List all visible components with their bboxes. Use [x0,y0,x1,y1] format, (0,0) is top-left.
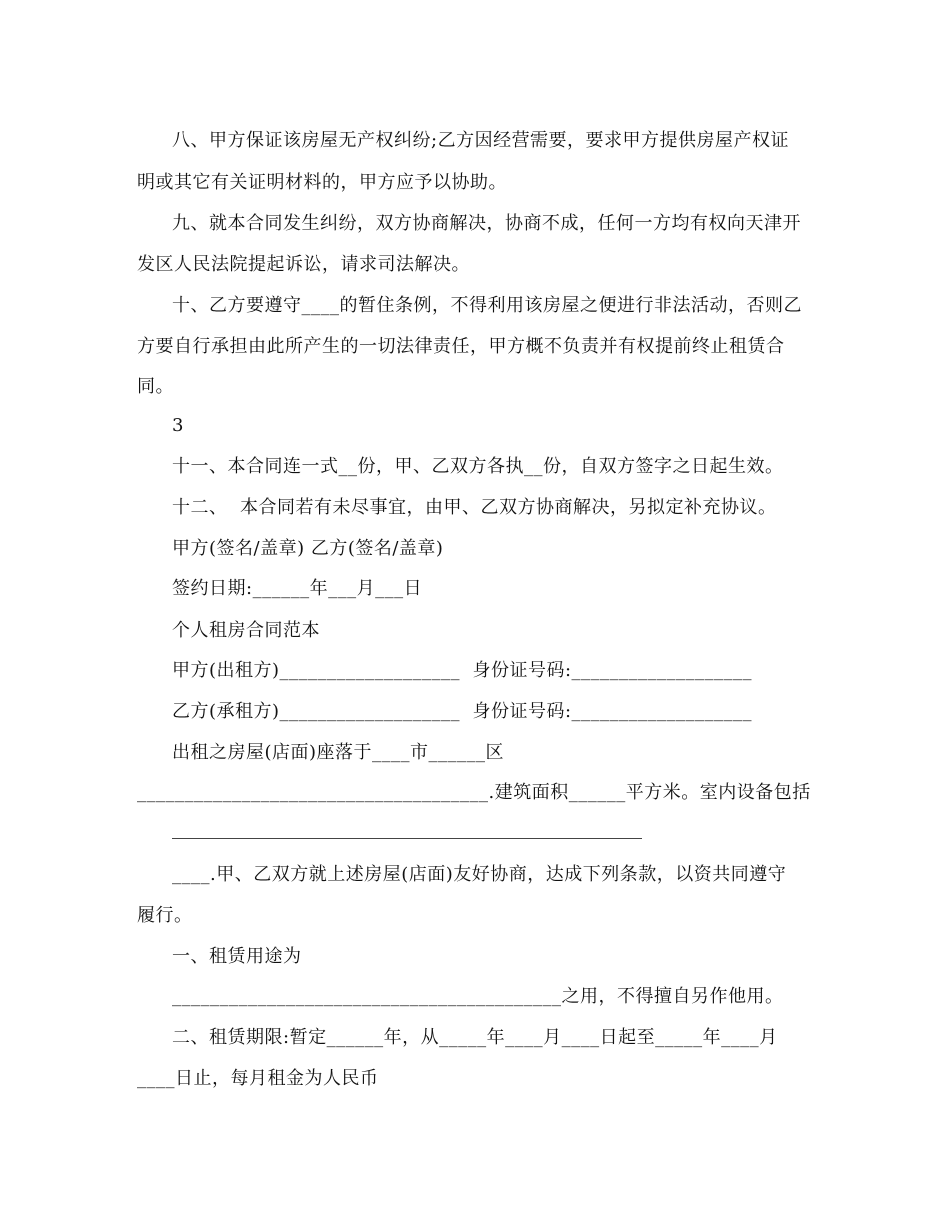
clause-9-line-1: 九、就本合同发生纠纷，双方协商解决，协商不成，任何一方均有权向天津开 [172,213,801,234]
signature-line: 甲方(签名/盖章) 乙方(签名/盖章) [172,538,444,559]
clause-12: 十二、 本合同若有未尽事宜，由甲、乙双方协商解决，另拟定补充协议。 [172,497,777,518]
party-a-line: 甲方(出租方)___________________ 身份证号码:___________________ [172,660,753,681]
signing-date: 签约日期:______年___月___日 [172,578,423,599]
section-1-usage: _________________________________________之用，不得擅自另作他用。 [172,986,784,1007]
property-area: _____________________________________.建筑面积______平方米。室内设备包括 [137,782,811,803]
party-b-line: 乙方(承租方)___________________ 身份证号码:___________________ [172,701,753,722]
section-2-line-2: ____日止，每月租金为人民币 [137,1068,379,1089]
clause-10-line-3: 同。 [137,376,174,397]
clause-10-line-2: 方要自行承担由此所产生的一切法律责任，甲方概不负责并有权提前终止租赁合 [137,336,785,357]
equipment-blank-line [172,838,642,839]
page-number: 3 [172,415,184,436]
clause-8-line-1: 八、甲方保证该房屋无产权纠纷;乙方因经营需要，要求甲方提供房屋产权证 [172,130,790,151]
property-location: 出租之房屋(店面)座落于____市______区 [172,742,505,763]
agreement-intro-line-1: ____.甲、乙双方就上述房屋(店面)友好协商，达成下列条款，以资共同遵守 [172,864,787,885]
section-2-line-1: 二、租赁期限:暂定______年，从_____年____月____日起至_____年____月 [172,1027,778,1048]
agreement-intro-line-2: 履行。 [137,905,193,926]
clause-8-line-2: 明或其它有关证明材料的，甲方应予以协助。 [137,172,507,193]
contract-title: 个人租房合同范本 [172,620,320,641]
clause-11: 十一、本合同连一式__份，甲、乙双方各执__份，自双方签字之日起生效。 [172,456,784,477]
clause-9-line-2: 发区人民法院提起诉讼，请求司法解决。 [137,254,470,275]
section-1-heading: 一、租赁用途为 [172,946,302,967]
clause-10-line-1: 十、乙方要遵守____的暂住条例，不得利用该房屋之便进行非法活动，否则乙 [172,295,802,316]
